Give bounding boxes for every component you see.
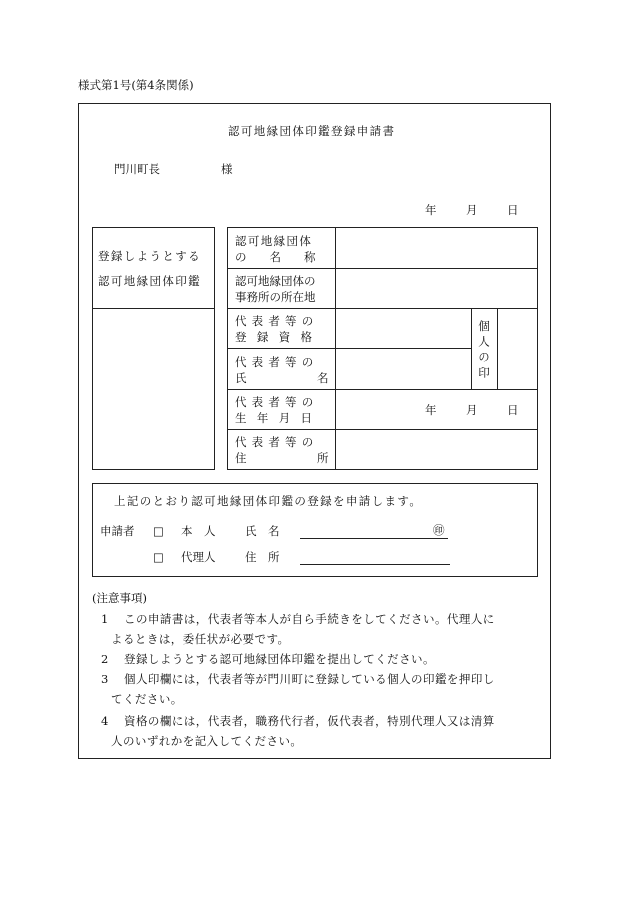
- date-month-label: 月: [466, 203, 478, 217]
- address-label-1: 代表者等の: [235, 435, 319, 449]
- note-text: 個人印欄には，代表者等が門川町に登録している個人の印鑑を押印し: [124, 672, 495, 686]
- note-number: 3: [101, 672, 109, 686]
- personal-seal-label: 個人の印: [477, 320, 491, 382]
- qualification-field[interactable]: [336, 309, 470, 348]
- applicant-label: 申請者: [100, 524, 135, 538]
- birthdate-label-1: 代表者等の: [235, 395, 319, 409]
- self-label: 本 人: [181, 524, 216, 538]
- proxy-checkbox[interactable]: □: [153, 550, 164, 564]
- date-year-label: 年: [425, 203, 437, 217]
- seal-box-label-1: 登録しようとする: [98, 249, 202, 263]
- birthdate-label-2: 生年月日: [235, 411, 323, 425]
- org-name-label-1: 認可地縁団体: [235, 234, 313, 248]
- note-number: 2: [101, 652, 109, 666]
- qualification-label-2: 登録資格: [235, 330, 323, 344]
- personal-seal-divider-left: [471, 308, 472, 389]
- note-text: てください。: [111, 692, 183, 706]
- applicant-name-field[interactable]: [300, 520, 432, 538]
- org-name-label-2: の 名 称: [235, 250, 316, 264]
- form-number: 様式第1号(第4条関係): [78, 78, 194, 92]
- note-text: 人のいずれかを記入してください。: [111, 734, 303, 748]
- application-statement: 上記のとおり認可地縁団体印鑑の登録を申請します。: [114, 494, 423, 508]
- org-name-field[interactable]: [336, 228, 537, 268]
- office-label-2: 事務所の所在地: [235, 290, 316, 304]
- note-number: 1: [101, 612, 109, 626]
- birthdate-year-label: 年: [425, 403, 437, 417]
- personal-seal-field[interactable]: [498, 309, 537, 389]
- qualification-label-1: 代表者等の: [235, 314, 319, 328]
- birthdate-month-label: 月: [466, 403, 478, 417]
- applicant-address-field[interactable]: [300, 546, 450, 564]
- address-field[interactable]: [336, 430, 537, 469]
- seal-box-label-2: 認可地縁団体印鑑: [98, 274, 202, 288]
- birthdate-field[interactable]: [336, 390, 537, 429]
- birthdate-day-label: 日: [507, 403, 519, 417]
- office-address-field[interactable]: [336, 269, 537, 308]
- note-number: 4: [101, 714, 109, 728]
- note-text: この申請書は，代表者等本人が自ら手続きをしてください。代理人に: [124, 612, 495, 626]
- notes-heading: (注意事項): [92, 591, 147, 605]
- office-label-1: 認可地縁団体の: [235, 274, 316, 288]
- applicant-address-underline: [300, 564, 450, 565]
- address-input-label: 住 所: [245, 550, 280, 564]
- date-day-label: 日: [507, 203, 519, 217]
- page-title: 認可地縁団体印鑑登録申請書: [228, 124, 396, 138]
- note-text: 資格の欄には，代表者，職務代行者，仮代表者，特別代理人又は清算: [124, 714, 495, 728]
- proxy-label: 代理人: [181, 550, 216, 564]
- note-text: 登録しようとする認可地縁団体印鑑を提出してください。: [124, 652, 435, 666]
- rep-name-label-1: 代表者等の: [235, 355, 319, 369]
- addressee-name: 門川町長: [114, 162, 160, 176]
- self-checkbox[interactable]: □: [153, 524, 164, 538]
- name-label: 氏 名: [245, 524, 280, 538]
- applicant-name-underline: [300, 538, 448, 539]
- note-text: よるときは，委任状が必要です。: [111, 632, 290, 646]
- rep-name-field[interactable]: [336, 349, 470, 389]
- addressee-honorific: 様: [221, 162, 233, 176]
- seal-mark: ㊞: [433, 523, 445, 537]
- address-label-3: 所: [317, 451, 329, 465]
- seal-stamp-area[interactable]: [93, 309, 214, 469]
- rep-name-label-2: 氏: [235, 371, 247, 385]
- rep-name-label-3: 名: [317, 371, 329, 385]
- address-label-2: 住: [235, 451, 247, 465]
